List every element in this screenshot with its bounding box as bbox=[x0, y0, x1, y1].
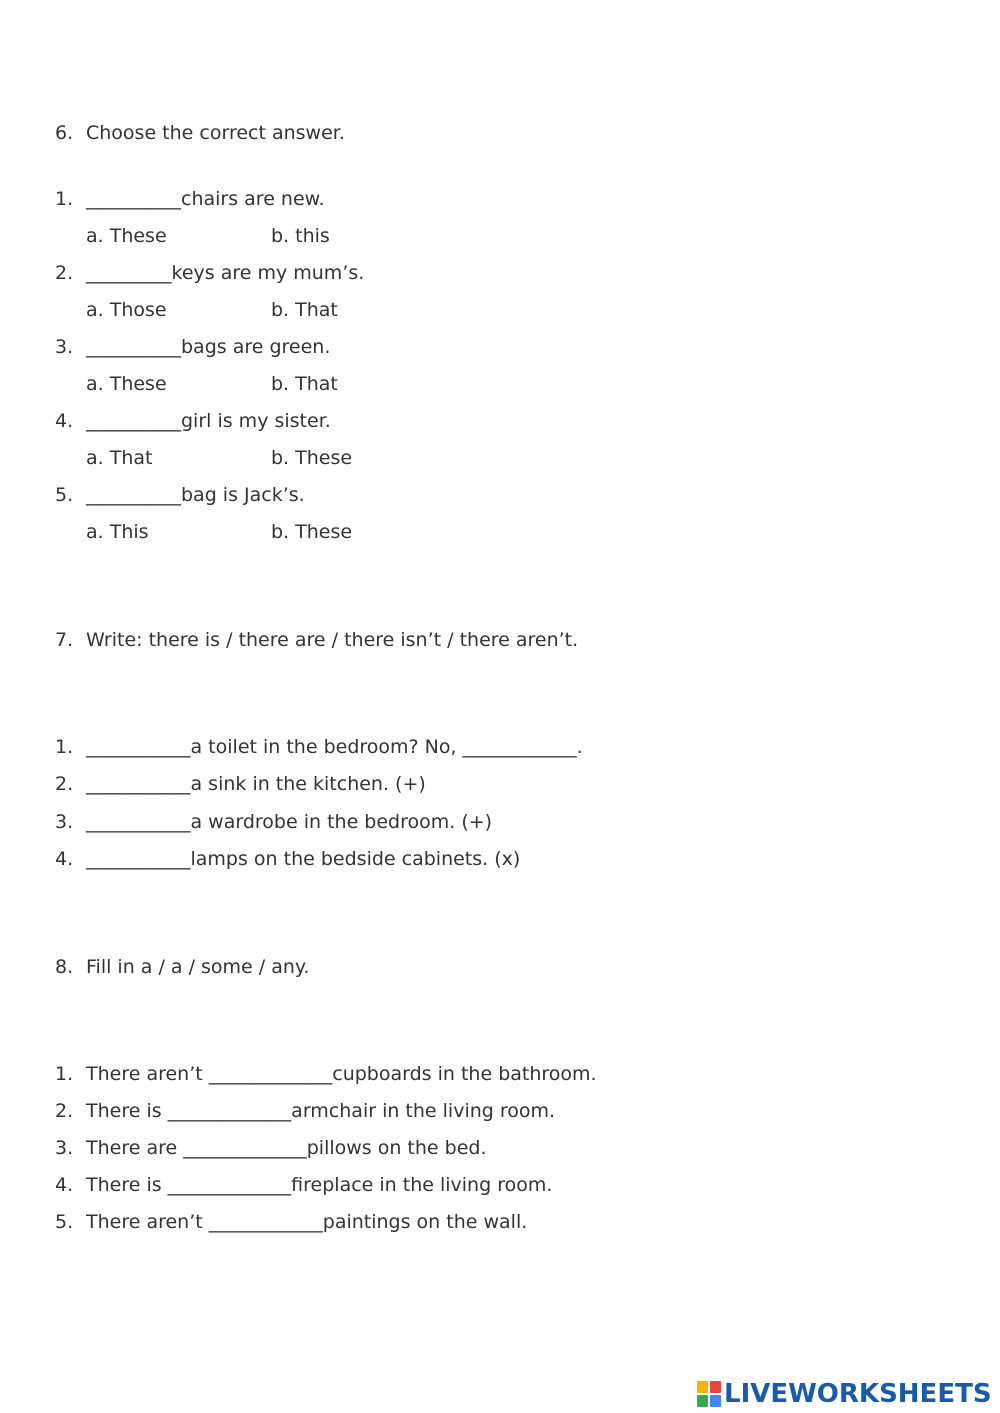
section8-number: 8. bbox=[55, 956, 74, 978]
question-number: 1. bbox=[55, 736, 74, 758]
option-a: a. Those bbox=[86, 299, 167, 321]
question-text: There is _____________fireplace in the living room. bbox=[86, 1174, 553, 1196]
question-number: 2. bbox=[55, 773, 74, 795]
section7-title: Write: there is / there are / there isn’t / there aren’t. bbox=[86, 629, 579, 651]
option-a: a. These bbox=[86, 373, 167, 395]
option-a: a. This bbox=[86, 521, 149, 543]
section6-title: Choose the correct answer. bbox=[86, 122, 345, 144]
question-number: 3. bbox=[55, 811, 74, 833]
question-number: 2. bbox=[55, 1100, 74, 1122]
question-text: __________chairs are new. bbox=[86, 188, 325, 210]
question-text: __________girl is my sister. bbox=[86, 410, 331, 432]
question-text: ___________lamps on the bedside cabinets. (x) bbox=[86, 848, 521, 870]
question-text: There aren’t _____________cupboards in the bathroom. bbox=[86, 1063, 597, 1085]
question-text: _________keys are my mum’s. bbox=[86, 262, 365, 284]
section8-title: Fill in a / a / some / any. bbox=[86, 956, 310, 978]
question-number: 2. bbox=[55, 262, 74, 284]
option-b: b. These bbox=[271, 447, 353, 469]
question-number: 5. bbox=[55, 1211, 74, 1233]
question-text: __________bag is Jack’s. bbox=[86, 484, 305, 506]
option-a: a. These bbox=[86, 225, 167, 247]
question-number: 3. bbox=[55, 336, 74, 358]
question-text: ___________a wardrobe in the bedroom. (+) bbox=[86, 811, 493, 833]
option-a: a. That bbox=[86, 447, 153, 469]
section7-number: 7. bbox=[55, 629, 74, 651]
option-b: b. this bbox=[271, 225, 330, 247]
question-number: 4. bbox=[55, 410, 74, 432]
question-text: There are _____________pillows on the bed. bbox=[86, 1137, 487, 1159]
question-number: 3. bbox=[55, 1137, 74, 1159]
question-text: There aren’t ____________paintings on the wall. bbox=[86, 1211, 528, 1233]
question-number: 5. bbox=[55, 484, 74, 506]
liveworksheets-logo-text: LIVEWORKSHEETS bbox=[724, 1379, 992, 1409]
section6-number: 6. bbox=[55, 122, 74, 144]
question-text: ___________a sink in the kitchen. (+) bbox=[86, 773, 426, 795]
option-b: b. These bbox=[271, 521, 353, 543]
question-text: ___________a toilet in the bedroom? No, ____________. bbox=[86, 736, 583, 758]
liveworksheets-logo-icon bbox=[697, 1381, 721, 1407]
question-number: 4. bbox=[55, 1174, 74, 1196]
option-b: b. That bbox=[271, 373, 338, 395]
question-number: 1. bbox=[55, 1063, 74, 1085]
question-number: 1. bbox=[55, 188, 74, 210]
liveworksheets-logo bbox=[697, 1379, 992, 1409]
question-text: There is _____________armchair in the living room. bbox=[86, 1100, 556, 1122]
option-b: b. That bbox=[271, 299, 338, 321]
question-number: 4. bbox=[55, 848, 74, 870]
question-text: __________bags are green. bbox=[86, 336, 331, 358]
